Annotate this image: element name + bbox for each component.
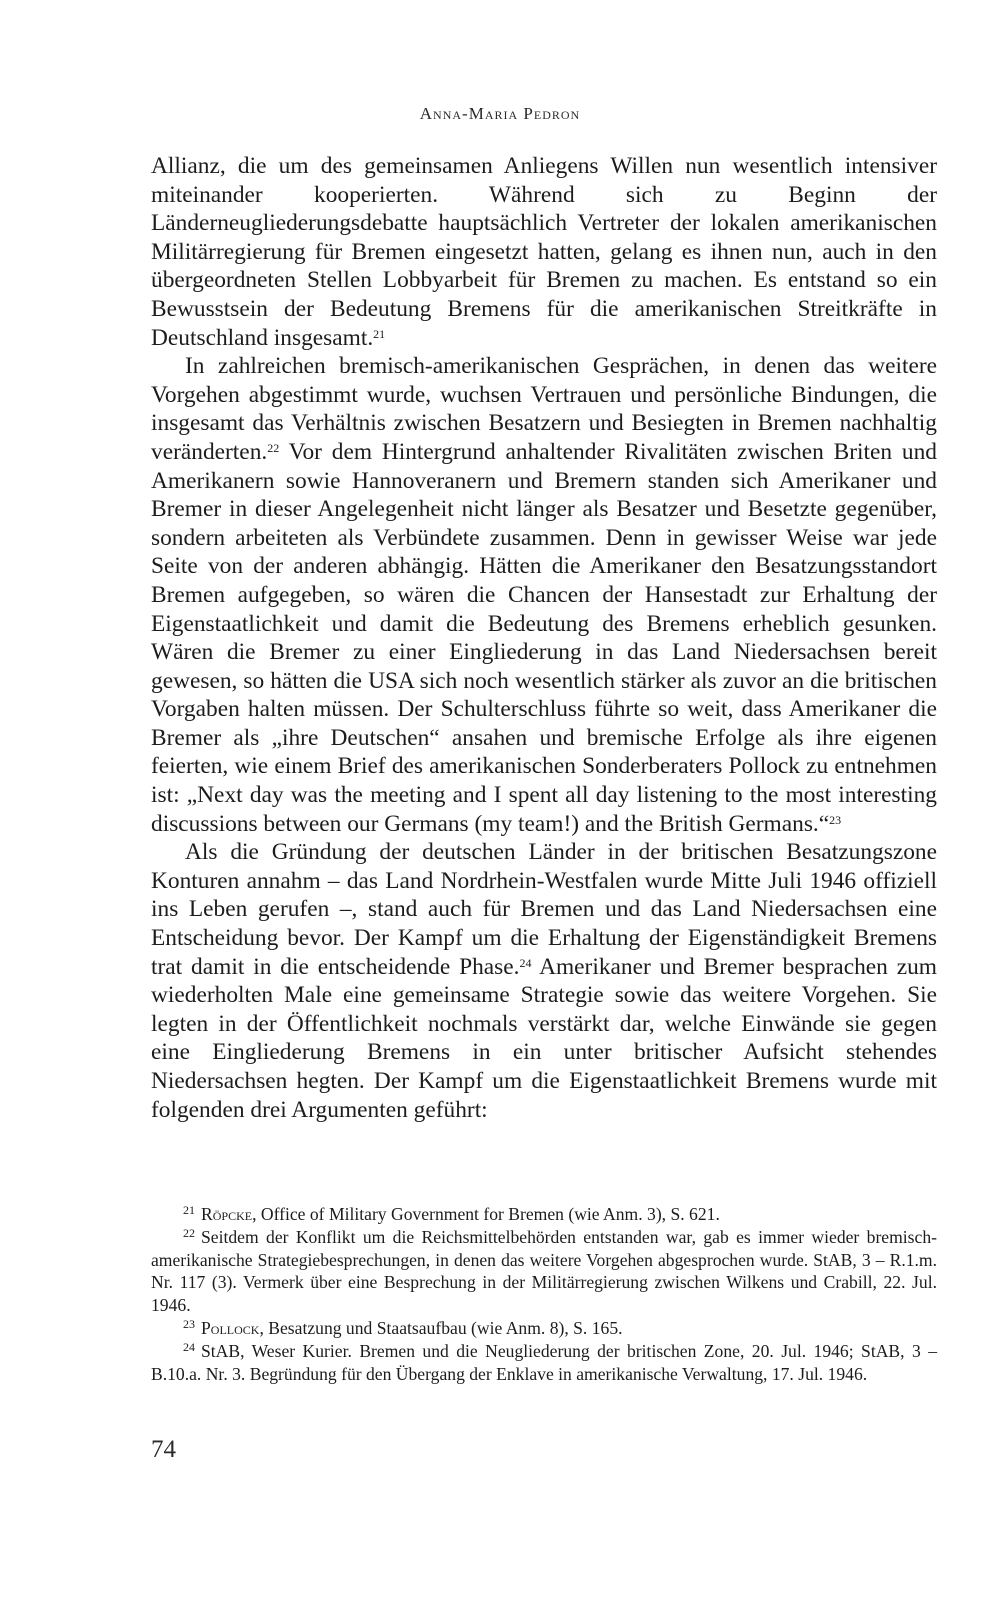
- running-header: Anna-Maria Pedron: [419, 104, 581, 123]
- paragraph: [151, 838, 937, 1124]
- footnote-number: 24: [183, 1340, 195, 1355]
- main-text: [151, 152, 937, 1124]
- paragraph-text: In zahlreichen bremisch-amerikanischen Gesprächen, in denen das weitere Vorgehen abgestimmt wurde, wuchsen Vertrauen und persönliche Bindungen, die insgesamt das Verhältnis zwischen Besatzern und Besiegten in Bremen nachhaltig veränderten.: [151, 353, 937, 465]
- footnote-number: 23: [183, 1317, 195, 1332]
- paragraph: [151, 352, 937, 838]
- footnote: [151, 1203, 937, 1225]
- footnote-author: Röpcke: [201, 1204, 253, 1224]
- footnote: [151, 1317, 937, 1339]
- footnote-text: , Besatzung und Staatsaufbau (wie Anm. 8), S. 165.: [259, 1318, 623, 1339]
- footnote-number: 21: [183, 1203, 195, 1217]
- footnote-text: Seitdem der Konflikt um die Reichsmittelbehörden entstanden war, gab es immer wieder bremisch-amerikanische Strategiebesprechungen, in denen das weitere Vorgehen abgesprochen wurde. StAB, 3 – R.1.m. Nr. 117 (3). Vermerk über eine Besprechung in der Militärregierung zwischen Wilkens und Crabill, 22. Jul. 1946.: [151, 1227, 937, 1315]
- footnote-author: Pollock: [201, 1318, 260, 1339]
- footnote-ref: 24: [519, 955, 532, 970]
- paragraph-text: Vor dem Hintergrund anhaltender Rivalitäten zwischen Briten und Amerikanern sowie Hannoveranern und Bremern standen sich Amerikaner und Bremer in dieser Angelegenheit nicht länger als Besatzer und Besetzte gegenüber, sondern arbeiteten als Verbündete zusammen. Denn in gewisser Weise war jede Seite von der anderen abhängig. Hätten die Amerikaner den Besatzungsstandort Bremen aufgegeben, so wären die Chancen der Hansestadt zur Erhaltung der Eigenstaatlichkeit und damit die Bedeutung des Bremens erheblich gesunken. Wären die Bremer zu einer Eingliederung in das Land Niedersachsen bereit gewesen, so hätten die USA sich noch wesentlich stärker als zuvor an die britischen Vorgaben halten müssen. Der Schulterschluss führte so weit, dass Amerikaner die Bremer als „ihre Deutschen“ ansahen und bremische Erfolge als ihre eigenen feierten, wie einem Brief des amerikanischen Sonderberaters Pollock zu entnehmen ist: „Next day was the meeting and I spent all day listening to the most interesting discussions between our Germans (my team!) and the British Germans.“: [151, 438, 937, 837]
- footnote: [151, 1226, 937, 1316]
- footnote-ref: 21: [373, 326, 386, 341]
- footnote-ref: 22: [267, 440, 280, 455]
- paragraph-text: Als die Gründung der deutschen Länder in der britischen Besatzungszone Konturen annahm – das Land Nordrhein-Westfalen wurde Mitte Juli 1946 offiziell ins Leben gerufen –, stand auch für Bremen und das Land Niedersachsen eine Entscheidung bevor. Der Kampf um die Erhaltung der Eigenständigkeit Bremens trat damit in die entscheidende Phase.: [151, 839, 937, 980]
- footnote: [151, 1340, 937, 1385]
- footnotes: [151, 1203, 937, 1386]
- footnote-ref: 23: [829, 812, 842, 827]
- footnote-number: 22: [183, 1226, 195, 1241]
- footnote-text: , Office of Military Government for Bremen (wie Anm. 3), S. 621.: [252, 1204, 720, 1224]
- paragraph-text: Amerikaner und Bremer besprachen zum wiederholten Male eine gemeinsame Strategie sowie das weitere Vorgehen. Sie legten in der Öffentlichkeit nochmals verstärkt dar, welche Einwände sie gegen eine Eingliederung Bremens in ein unter britischer Aufsicht stehendes Niedersachsen hegten. Der Kampf um die Eigenstaatlichkeit Bremens wurde mit folgenden drei Argumenten geführt:: [151, 953, 937, 1123]
- page-number: 74: [151, 1436, 176, 1463]
- paragraph-text: Allianz, die um des gemeinsamen Anliegens Willen nun wesentlich intensiver miteinander kooperierten. Während sich zu Beginn der Länderneugliederungsdebatte hauptsächlich Vertreter der lokalen amerikanischen Militärregierung für Bremen eingesetzt hatten, gelang es ihnen nun, auch in den übergeordneten Stellen Lobbyarbeit für Bremen zu machen. Es entstand so ein Bewusstsein der Bedeutung Bremens für die amerikanischen Streitkräfte in Deutschland insgesamt.: [151, 153, 937, 351]
- footnote-text: StAB, Weser Kurier. Bremen und die Neugliederung der britischen Zone, 20. Jul. 1946; StAB, 3 – B.10.a. Nr. 3. Begründung für den Übergang der Enklave in amerikanische Verwaltung, 17. Jul. 1946.: [151, 1341, 937, 1384]
- paragraph: [151, 152, 937, 352]
